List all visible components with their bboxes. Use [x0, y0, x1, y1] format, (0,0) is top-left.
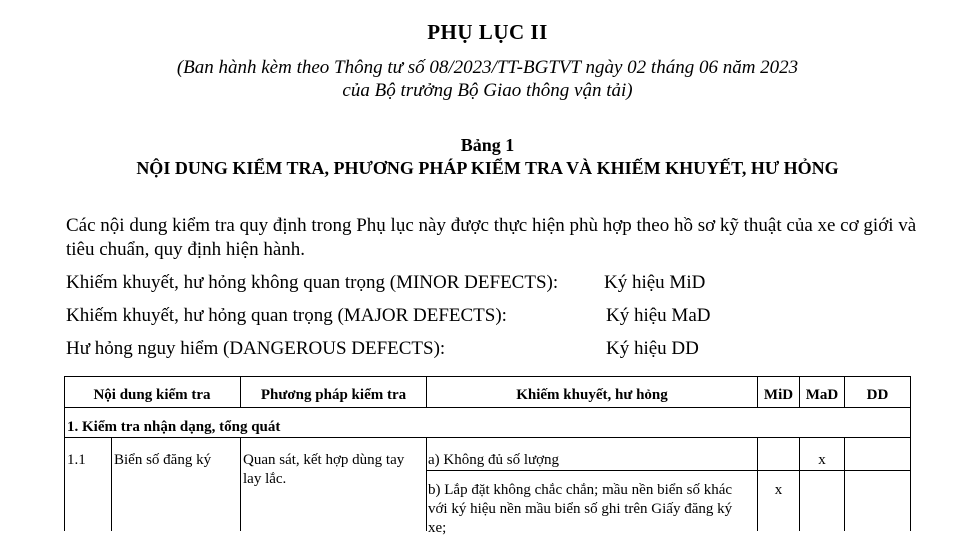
defect-a-bottom	[426, 470, 911, 471]
table-border-right	[910, 376, 911, 531]
defect-a-text: a) Không đủ số lượng	[428, 452, 560, 468]
legend-minor-code: Ký hiệu MiD	[604, 272, 706, 293]
header-method: Phương pháp kiểm tra	[260, 387, 407, 403]
col-divider-mad-body	[844, 437, 845, 531]
defect-a-mad: x	[818, 452, 826, 468]
legend-minor-label: Khiếm khuyết, hư hỏng không quan trọng (MINOR DEFECTS):	[66, 272, 559, 293]
defect-b-text: b) Lắp đặt không chắc chắn; mầu nền biển số khác với ký hiệu nền mầu biển số ghi trên Giấy đăng ký xe;	[428, 482, 733, 536]
intro-paragraph: Các nội dung kiểm tra quy định trong Phụ lục này được thực hiện phù hợp theo hồ sơ kỹ thuật của xe cơ giới và tiêu chuẩn, quy định hiện hành.	[66, 215, 917, 260]
legend-major-label: Khiếm khuyết, hư hỏng quan trọng (MAJOR DEFECTS):	[66, 305, 507, 326]
col-divider-number	[111, 437, 112, 531]
col-divider-content-body	[240, 437, 241, 531]
col-divider-method-body	[426, 437, 427, 531]
header-mad: MaD	[805, 387, 839, 403]
defect-b-mid: x	[774, 482, 783, 498]
page-title: PHỤ LỤC II	[427, 20, 548, 44]
issuance-note-line2: của Bộ trưởng Bộ Giao thông vận tải)	[342, 80, 633, 101]
item-method: Quan sát, kết hợp dùng tay lay lắc.	[243, 452, 405, 487]
legend-dangerous-label: Hư hỏng nguy hiểm (DANGEROUS DEFECTS):	[66, 338, 446, 359]
section-title: 1. Kiểm tra nhận dạng, tổng quát	[67, 419, 281, 435]
header-content: Nội dung kiểm tra	[93, 387, 211, 403]
table-label: Bảng 1	[460, 135, 515, 155]
table-border-top	[64, 376, 911, 377]
table-header-bottom	[64, 407, 911, 408]
issuance-note-line1: (Ban hành kèm theo Thông tư số 08/2023/TT-BGTVT ngày 02 tháng 06 năm 2023	[176, 57, 799, 78]
item-content: Biển số đăng ký	[114, 452, 212, 468]
legend-dangerous	[66, 338, 699, 360]
item-number: 1.1	[67, 452, 86, 468]
header-mid: MiD	[763, 387, 794, 403]
header-dd: DD	[866, 387, 889, 403]
table-heading: NỘI DUNG KIỂM TRA, PHƯƠNG PHÁP KIỂM TRA VÀ KHIẾM KHUYẾT, HƯ HỎNG	[136, 158, 839, 178]
legend-minor	[66, 272, 706, 294]
legend-major	[66, 305, 711, 327]
header-defects: Khiếm khuyết, hư hỏng	[516, 387, 668, 403]
legend-major-code: Ký hiệu MaD	[606, 305, 711, 326]
legend-dangerous-code: Ký hiệu DD	[606, 338, 699, 359]
section-row-bottom	[64, 437, 911, 438]
